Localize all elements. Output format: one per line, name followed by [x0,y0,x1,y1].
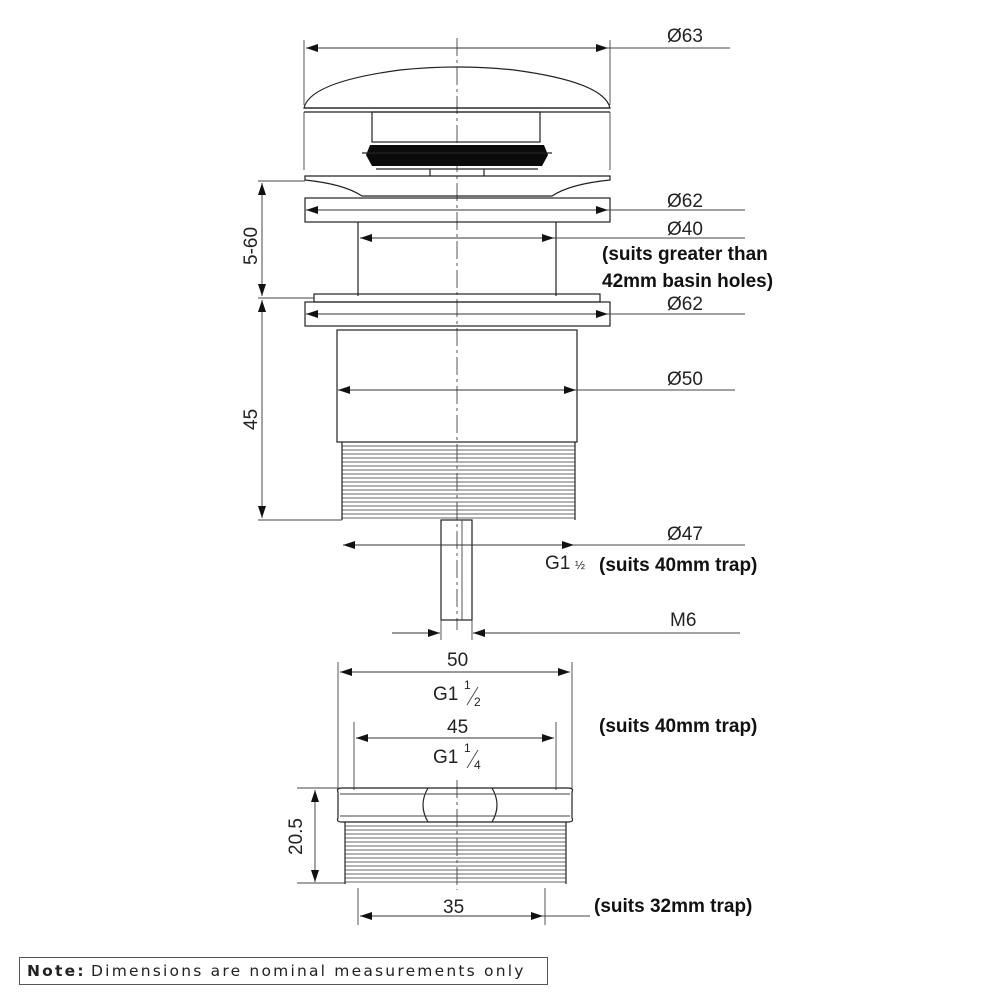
adapter-outer-frac-den: 2 [474,695,481,709]
note-label: Note: [27,962,86,980]
body-note-line1: (suits greater than [602,244,768,265]
adapter-thread [345,826,566,882]
upper-flange-diameter-label: Ø62 [667,191,703,212]
adapter-nut [338,788,573,822]
thread-fraction-label: ½ [575,558,586,572]
thread-diameter-label: Ø47 [667,524,703,545]
bolt [441,520,472,620]
adapter-inner-frac-den: 4 [474,758,481,772]
body-diameter-label: Ø40 [667,219,703,240]
adapter-trap-note-40: (suits 40mm trap) [599,716,758,737]
upper-flange-cone [305,176,610,196]
adapter-outer-thread-label: G1 [433,684,459,705]
note-box [19,957,548,985]
waste-drawing [241,26,773,640]
lower-flange-diameter-label: Ø62 [667,294,703,315]
adapter-inner-thread-label: G1 [433,747,459,768]
adapter-outer-frac-num: 1 [464,678,471,692]
body-note-line2: 42mm basin holes) [602,271,774,292]
thread-section [342,446,575,518]
cap-diameter-label: Ø63 [667,26,703,47]
note-text: Dimensions are nominal measurements only [91,962,526,980]
adapter-trap-note-32: (suits 32mm trap) [594,896,753,917]
height-adjust-label: 5-60 [241,226,262,265]
thread-spec-label: G1 [545,553,571,574]
housing-height-label: 45 [241,408,262,430]
adapter-inner-width-label: 45 [447,717,469,738]
adapter-drawing [286,650,757,925]
thread-trap-note: (suits 40mm trap) [599,555,758,576]
adapter-outer-width-label: 50 [447,650,469,671]
bolt-size-label: M6 [670,610,697,631]
adapter-height-label: 20.5 [286,818,307,855]
seal [366,145,548,166]
adapter-bottom-width-label: 35 [443,897,465,918]
adapter-inner-frac-num: 1 [464,741,471,755]
cap-stem [372,112,540,142]
housing-diameter-label: Ø50 [667,369,703,390]
